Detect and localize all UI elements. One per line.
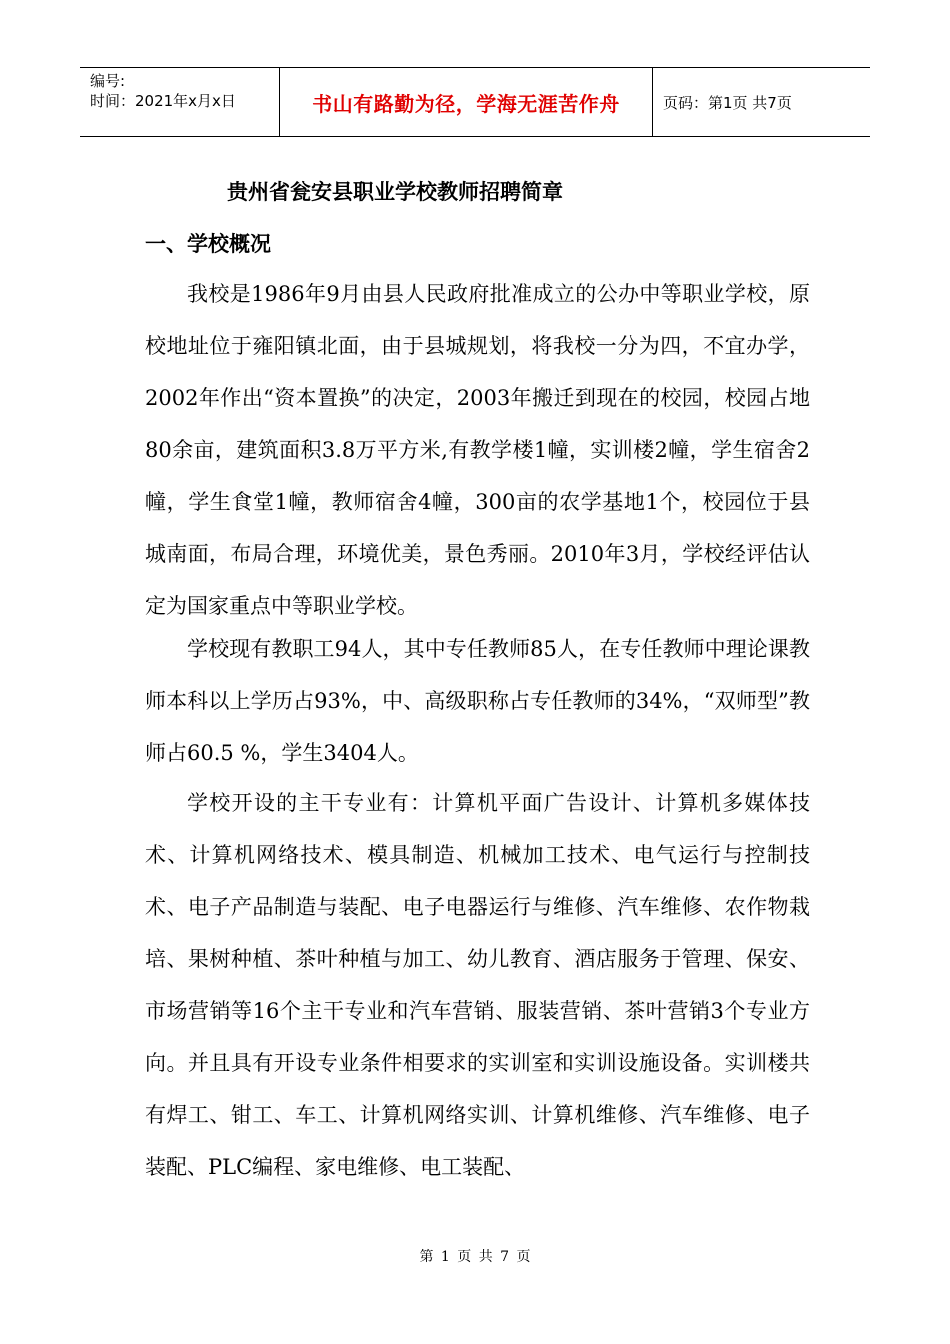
body-paragraph: 学校现有教职工94人，其中专任教师85人，在专任教师中理论课教师本科以上学历占93%，中、高级职称占专任教师的34%，“双师型”教师占60.5 %，学生3404人。 <box>145 637 810 765</box>
header-motto: 书山有路勤为径，学海无涯苦作舟 <box>280 68 653 136</box>
document-title: 贵州省瓮安县职业学校教师招聘简章 <box>227 180 563 204</box>
header-meta-cell <box>80 68 280 136</box>
body-paragraph: 我校是1986年9月由县人民政府批准成立的公办中等职业学校，原校地址位于雍阳镇北面，由于县城规划，将我校一分为四，不宜办学，2002年作出“资本置换”的决定，2003年搬迁到现在的校园，校园占地80余亩，建筑面积3.8万平方米,有教学楼1幢，实训楼2幢，学生宿舍2幢，学生食堂1幢，教师宿舍4幢，300亩的农学基地1个，校园位于县城南面，布局合理，环境优美，景色秀丽。2010年3月，学校经评估认定为国家重点中等职业学校。 <box>145 282 810 618</box>
page-footer: 第 1 页 共 7 页 <box>419 1249 531 1265</box>
header-page-info: 页码：第1页 共7页 <box>663 93 792 112</box>
section-heading: 一、学校概况 <box>145 232 271 256</box>
document-number-label: 编号: <box>90 72 126 90</box>
body-paragraph: 学校开设的主干专业有：计算机平面广告设计、计算机多媒体技术、计算机网络技术、模具制造、机械加工技术、电气运行与控制技术、电子产品制造与装配、电子电器运行与维修、汽车维修、农作物栽培、果树种植、茶叶种植与加工、幼儿教育、酒店服务于管理、保安、市场营销等16个主干专业和汽车营销、服装营销、茶叶营销3个专业方向。并且具有开设专业条件相要求的实训室和实训设施设备。实训楼共有焊工、钳工、车工、计算机网络实训、计算机维修、汽车维修、电子装配、PLC编程、家电维修、电工装配、 <box>145 791 810 1179</box>
document-date-label: 时间：2021年x月x日 <box>90 92 236 110</box>
page-header <box>80 67 870 137</box>
